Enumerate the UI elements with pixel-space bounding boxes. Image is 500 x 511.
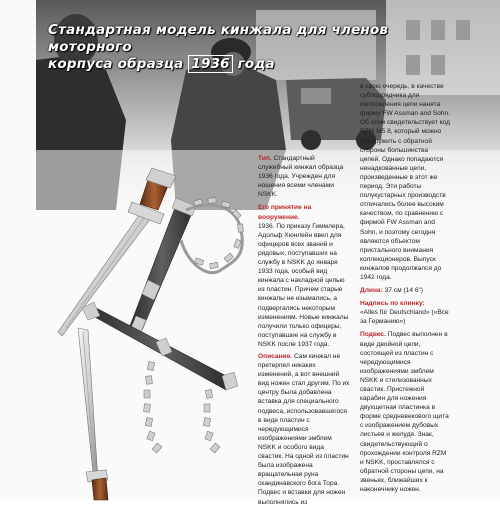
text-adoption: 1936. По приказу Гиммлера, Адольф Хюнлейн ввел для офицеров всех званий и рядовых, поступавших на службу в NSKK до января 1933 года, особый вид кинжала с накладной цепью из пластин. Причем старые кинжалы не изымались, а подвергались некоторым изменениям. Новые кинжалы получили только офицеры, поступавшие на службу в NSKK после 1937 года. [258,222,349,348]
paragraph-hanger [360,330,450,494]
text-type: Стандартный служебный кинжал образца 1936 года. Учрежден для ношения всеми членами NSKK. [258,155,344,199]
label-inscription: Надпись по клинку: [360,300,425,308]
paragraph-adoption [258,203,350,349]
text-column-left [258,154,350,353]
paragraph-inscription [360,299,450,326]
title-year: 1936 [188,55,232,73]
lower-dagger [78,302,238,500]
paragraph-maker [360,82,450,282]
label-description: Описание. [258,353,293,360]
label-type: Тип. [258,155,272,162]
dagger-illustrations [36,80,266,500]
text-inscription: «Alles für Deutschland» («Все за Германию») [360,309,449,326]
label-length: Длина: [360,287,383,295]
label-hanger: Подвес. [360,331,386,339]
text-description: Сам кинжал не претерпел никаких изменений, а вот внешний вид ножен стал другим. По их центру была добавлена вставка для специального подвеса, использовавшегося в виде пластин с чередующимися изображениями эмблем NSKK и особого вида свастик. На одной из пластин была изображена вращательная руна скандинавского бога Тора. Подвес и вставки для ножен выполнялись из [258,353,350,506]
label-adoption: Его принятие на вооружение. [258,204,312,221]
title-line-2b: года [237,56,275,72]
upper-dagger [58,168,196,336]
text-column-left-lower [258,352,350,511]
paragraph-type [258,154,350,199]
paragraph-length [360,286,450,295]
paragraph-description [258,352,350,507]
text-maker: в свою очередь, в качестве субподрядчика для изготовления цепи нанята фирму FW Assman and Sohn. Об этом свидетельствует код RZM M5 8, который можно обнаружить с обратной стороны большинства цепей. Однако попадаются ненадкованные цепи, произведенные в этот же период. Эти работы полукустарных производств отличались более высоким качеством, по сравнению с фирмой FW Assman and Sohn, и поэтому сегодня являются объектом пристального внимания коллекционеров. Выпуск кинжалов продолжался до 1942 года. [360,83,450,281]
text-length: 37 см (14 6") [384,287,424,295]
title-line-1: Стандартная модель кинжала для членов моторного [48,22,389,55]
text-column-right [360,82,450,498]
page-title [48,22,428,73]
title-line-2a: корпуса образца [48,56,184,72]
text-hanger: Подвес выполнен в виде двойной цепи, состоящей из пластин с чередующимися изображениями эмблем NSKK и стилизованных свастик. Пристежной карабин для ножения двухщетная пластинка в форме средневекового щита с изображением дубовых листьев и желудя. Знак, свидетельствующий о прохождении контроля RZM и NSKK, проставлялся с обратной стороны цепи, на звеньях, ближайших к наконечнику ножен. [360,331,449,494]
